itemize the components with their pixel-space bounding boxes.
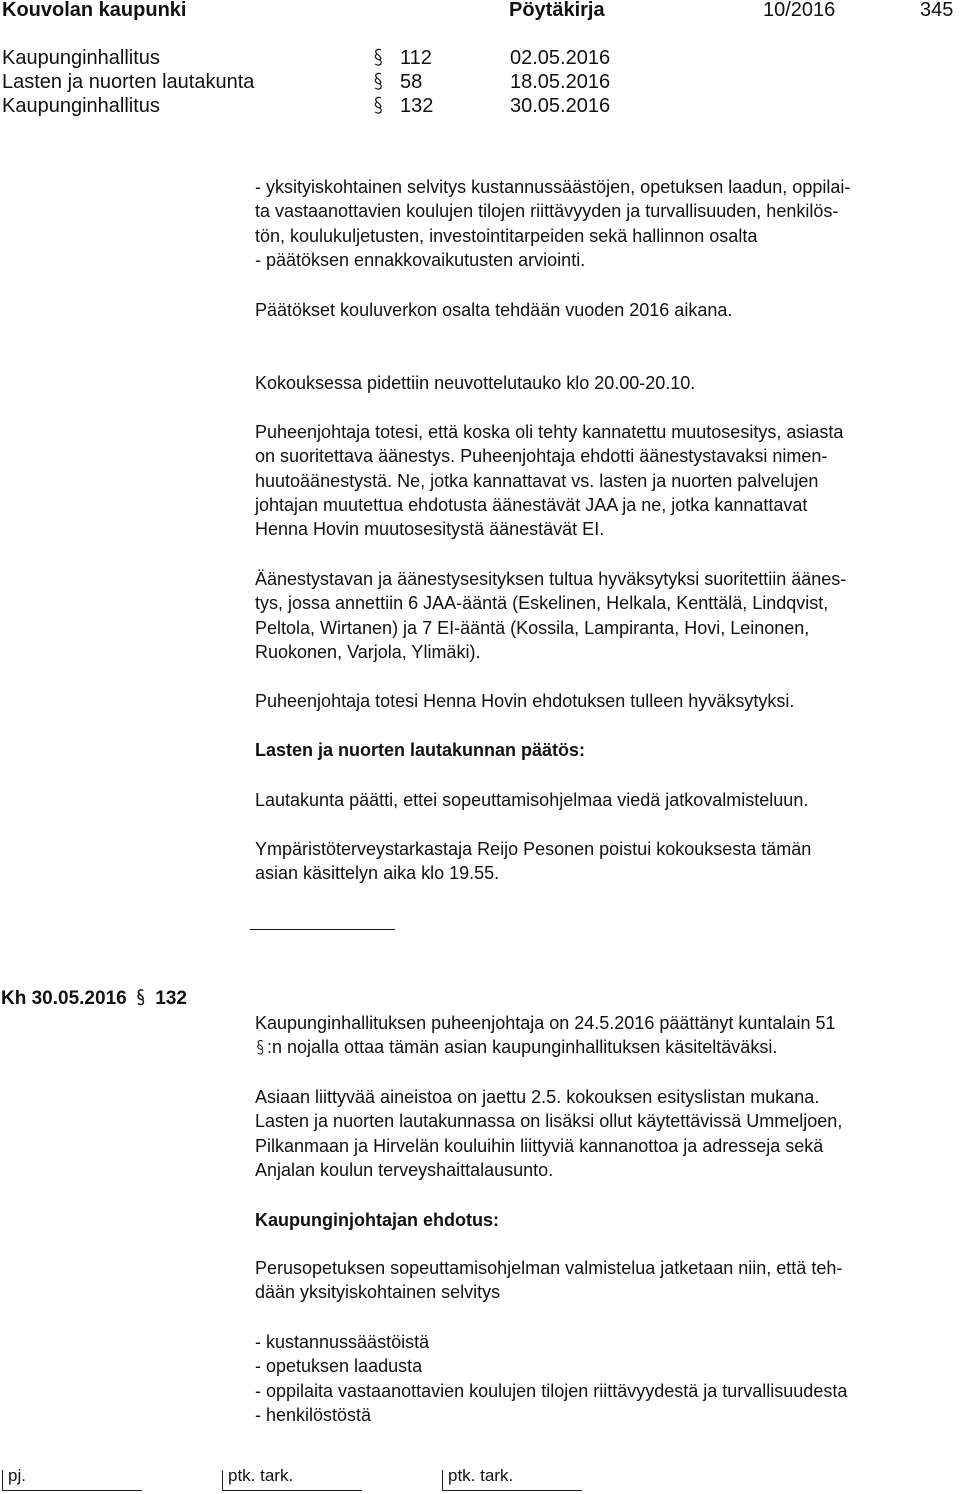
chair-result-paragraph [255, 689, 960, 713]
meta-body-2: Lasten ja nuorten lautakunta [2, 71, 255, 93]
text-line: Anjalan koulun terveyshaittalausunto. [255, 1159, 554, 1180]
text-line: tys, jossa annettiin 6 JAA-ääntä (Eskelinen, Helkala, Kenttälä, Lindqvist, [255, 593, 829, 614]
break-paragraph [255, 371, 960, 395]
text-line: Asiaan liittyvää aineistoa on jaettu 2.5. kokouksen esityslistan mukana. [255, 1087, 820, 1107]
proposal-list [255, 1330, 960, 1427]
board-decision-paragraph [255, 788, 960, 812]
text-line: Päätökset kouluverkon osalta tehdään vuoden 2016 aikana. [255, 300, 733, 320]
text-line: huutoäänestystä. Ne, jotka kannattavat vs. lasten ja nuorten palvelujen [255, 470, 819, 491]
footer-divider [2, 1470, 3, 1490]
text-line: - päätöksen ennakkovaikutusten arviointi. [255, 249, 586, 270]
kh-date: Kh 30.05.2016 [1, 988, 127, 1009]
text-line [255, 1035, 960, 1059]
text-line: on suoritettava äänestys. Puheenjohtaja ehdotti äänestystavaksi nimen- [255, 446, 828, 467]
text-line: johtajan muutettua ehdotusta äänestävät JAA ja ne, jotka kannattavat [255, 494, 808, 515]
text-line: asian käsittelyn aika klo 19.55. [255, 863, 500, 884]
text-line: Kokouksessa pidettiin neuvottelutauko klo 20.00-20.10. [255, 373, 696, 393]
separator-line [250, 929, 395, 930]
text-line: tön, koulukuljetusten, investointitarpeiden sekä hallinnon osalta [255, 225, 758, 246]
meta-body-3: Kaupunginhallitus [2, 95, 160, 117]
footer-divider [442, 1470, 443, 1490]
footer-pj-label: pj. [8, 1466, 26, 1485]
kh-number: 132 [155, 988, 187, 1009]
meta-section-3: 132 [400, 95, 434, 117]
list-item: - oppilaita vastaanottavien koulujen tilojen riittävyydestä ja turvallisuudesta [255, 1380, 848, 1401]
proposal-heading [255, 1208, 960, 1232]
footer-ptk2-label: ptk. tark. [448, 1466, 514, 1485]
text-line: Ruokonen, Varjola, Ylimäki). [255, 641, 481, 662]
kh-section-label [1, 986, 187, 1011]
page-number: 345 [920, 0, 954, 21]
footer-ptk1-label: ptk. tark. [228, 1466, 294, 1485]
text-line: ta vastaanottavien koulujen tilojen riittävyyden ja turvallisuuden, henkilös- [255, 201, 839, 222]
meta-section-2: 58 [400, 71, 423, 93]
list-item: - henkilöstöstä [255, 1404, 372, 1425]
meta-body-1: Kaupunginhallitus [2, 47, 160, 69]
proposal-paragraph [255, 1256, 960, 1305]
meta-date-3: 30.05.2016 [510, 95, 611, 117]
organization-name: Kouvolan kaupunki [2, 0, 187, 21]
vote-result-paragraph [255, 567, 960, 664]
chair-paragraph [255, 1011, 960, 1060]
list-continuation [255, 175, 960, 272]
text-span: :n nojalla ottaa tämän asian kaupunginhallituksen käsiteltäväksi. [267, 1037, 778, 1058]
section-heading: Lasten ja nuorten lautakunnan päätös: [255, 740, 586, 760]
board-decision-heading [255, 738, 960, 762]
text-line: Henna Hovin muutosesitystä äänestävät EI. [255, 519, 605, 540]
section-mark-icon [372, 70, 385, 92]
list-item: - kustannussäästöistä [255, 1332, 430, 1352]
meta-date-2: 18.05.2016 [510, 71, 611, 93]
document-type: Pöytäkirja [509, 0, 605, 21]
decisions-paragraph [255, 298, 960, 322]
text-line: Puheenjohtaja totesi, että koska oli tehty kannatettu muutosesitys, asiasta [255, 422, 844, 442]
section-heading: Kaupunginjohtajan ehdotus: [255, 1210, 499, 1230]
text-line: Perusopetuksen sopeuttamisohjelman valmistelua jatketaan niin, että teh- [255, 1258, 843, 1278]
issue-number: 10/2016 [763, 0, 836, 21]
meta-section-1: 112 [400, 47, 432, 69]
section-mark-icon [372, 46, 385, 68]
meta-date-1: 02.05.2016 [510, 47, 611, 69]
text-line: Kaupunginhallituksen puheenjohtaja on 24.5.2016 päättänyt kuntalain 51 [255, 1013, 836, 1033]
footer-line [442, 1490, 582, 1491]
footer-divider [222, 1470, 223, 1490]
text-line: Äänestystavan ja äänestysesityksen tultua hyväksytyksi suoritettiin äänes- [255, 569, 847, 589]
material-paragraph [255, 1085, 960, 1182]
inspector-paragraph [255, 837, 960, 886]
text-line: Pilkanmaan ja Hirvelän kouluihin liittyviä kannanottoa ja adresseja sekä [255, 1135, 824, 1156]
text-line: Puheenjohtaja totesi Henna Hovin ehdotuksen tulleen hyväksytyksi. [255, 691, 795, 711]
section-mark-icon [372, 94, 385, 116]
vote-intro-paragraph [255, 420, 960, 541]
text-line: Lasten ja nuorten lautakunnassa on lisäksi ollut käytettävissä Ummeljoen, [255, 1111, 843, 1132]
footer-line [2, 1490, 142, 1491]
text-line: - yksityiskohtainen selvitys kustannussäästöjen, opetuksen laadun, oppilai- [255, 177, 851, 197]
footer-line [222, 1490, 362, 1491]
text-line: Lautakunta päätti, ettei sopeuttamisohjelmaa viedä jatkovalmisteluun. [255, 790, 809, 810]
section-mark-icon [255, 1037, 266, 1057]
text-line: dään yksityiskohtainen selvitys [255, 1282, 501, 1303]
list-item: - opetuksen laadusta [255, 1356, 423, 1377]
section-mark-icon [135, 986, 147, 1008]
text-line: Ympäristöterveystarkastaja Reijo Pesonen poistui kokouksesta tämän [255, 839, 812, 859]
text-line: Peltola, Wirtanen) ja 7 EI-ääntä (Kossila, Lampiranta, Hovi, Leinonen, [255, 617, 810, 638]
